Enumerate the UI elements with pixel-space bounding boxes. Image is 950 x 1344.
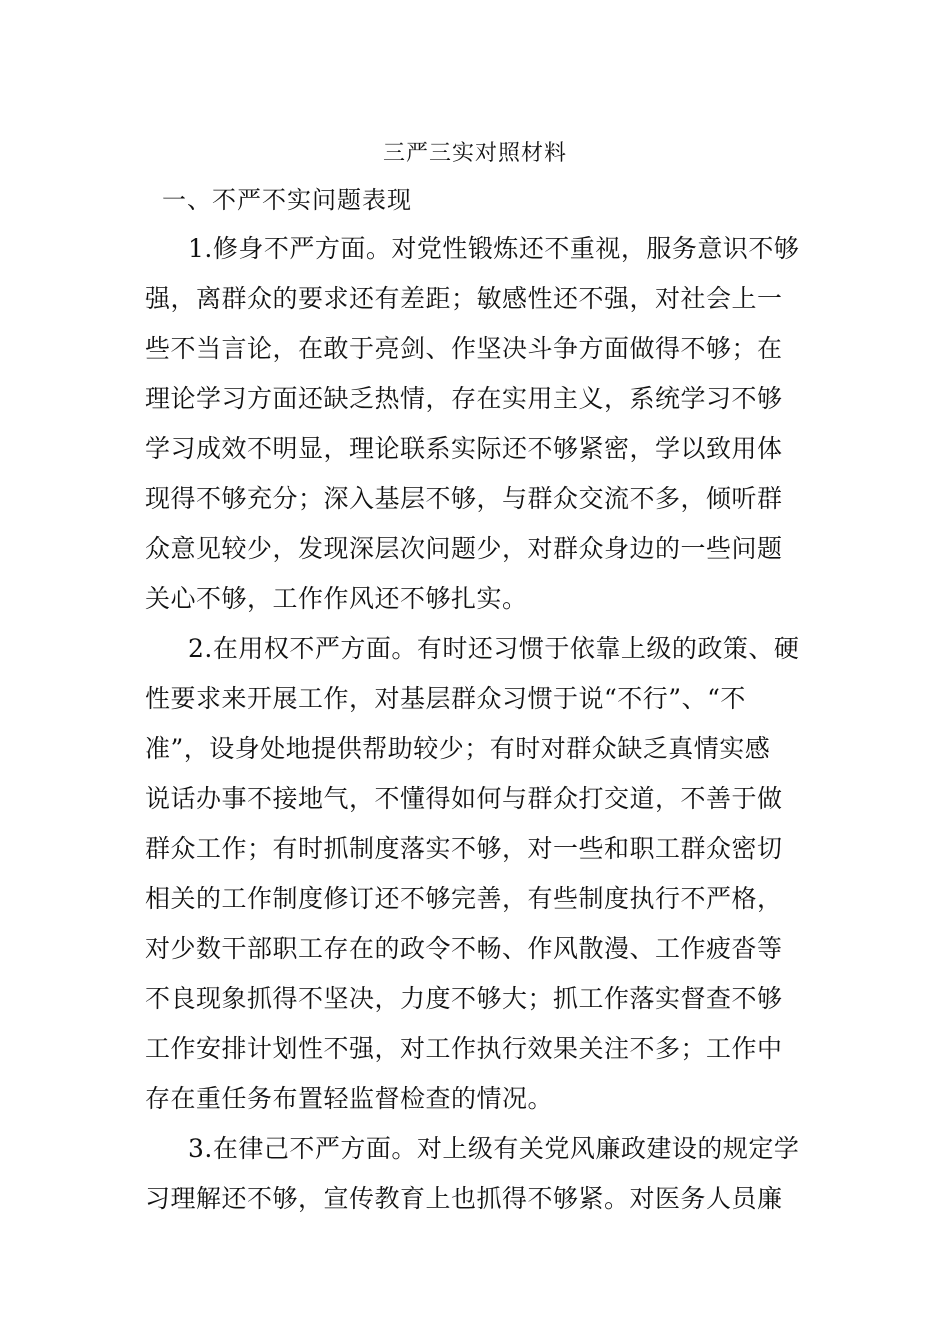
paragraph-line: 习理解还不够，宣传教育上也抓得不够紧。对医务人员廉 (145, 1184, 783, 1213)
paragraph-line: 2.在用权不严方面。有时还习惯于依靠上级的政策、硬 (188, 634, 800, 663)
paragraph-line: 相关的工作制度修订还不够完善，有些制度执行不严格， (145, 884, 783, 913)
paragraph-line: 强，离群众的要求还有差距；敏感性还不强，对社会上一 (145, 284, 783, 313)
paragraph-line: 工作安排计划性不强，对工作执行效果关注不多；工作中 (145, 1034, 783, 1063)
paragraph-line: 存在重任务布置轻监督检查的情况。 (145, 1084, 554, 1113)
paragraph-line: 理论学习方面还缺乏热情，存在实用主义，系统学习不够 (145, 384, 783, 413)
paragraph-line: 性要求来开展工作，对基层群众习惯于说“不行”、“不 (145, 684, 746, 713)
paragraph-line: 现得不够充分；深入基层不够，与群众交流不多，倾听群 (145, 484, 783, 513)
paragraph-line: 关心不够，工作作风还不够扎实。 (145, 584, 528, 613)
section-heading: 一、不严不实问题表现 (162, 186, 412, 214)
paragraph-line: 1.修身不严方面。对党性锻炼还不重视，服务意识不够 (188, 234, 800, 263)
paragraph-line: 对少数干部职工存在的政令不畅、作风散漫、工作疲沓等 (145, 934, 783, 963)
paragraph-line: 学习成效不明显，理论联系实际还不够紧密，学以致用体 (145, 434, 783, 463)
paragraph-line: 些不当言论，在敢于亮剑、作坚决斗争方面做得不够；在 (145, 334, 783, 363)
paragraph-line: 不良现象抓得不坚决，力度不够大；抓工作落实督查不够 (145, 984, 783, 1013)
paragraph-line: 说话办事不接地气，不懂得如何与群众打交道，不善于做 (145, 784, 783, 813)
paragraph-line: 准”，设身处地提供帮助较少；有时对群众缺乏真情实感 (145, 734, 771, 763)
paragraph-line: 3.在律己不严方面。对上级有关党风廉政建设的规定学 (188, 1134, 800, 1163)
paragraph-line: 众意见较少，发现深层次问题少，对群众身边的一些问题 (145, 534, 783, 563)
paragraph-line: 群众工作；有时抓制度落实不够，对一些和职工群众密切 (145, 834, 783, 863)
document-title: 三严三实对照材料 (382, 141, 567, 166)
